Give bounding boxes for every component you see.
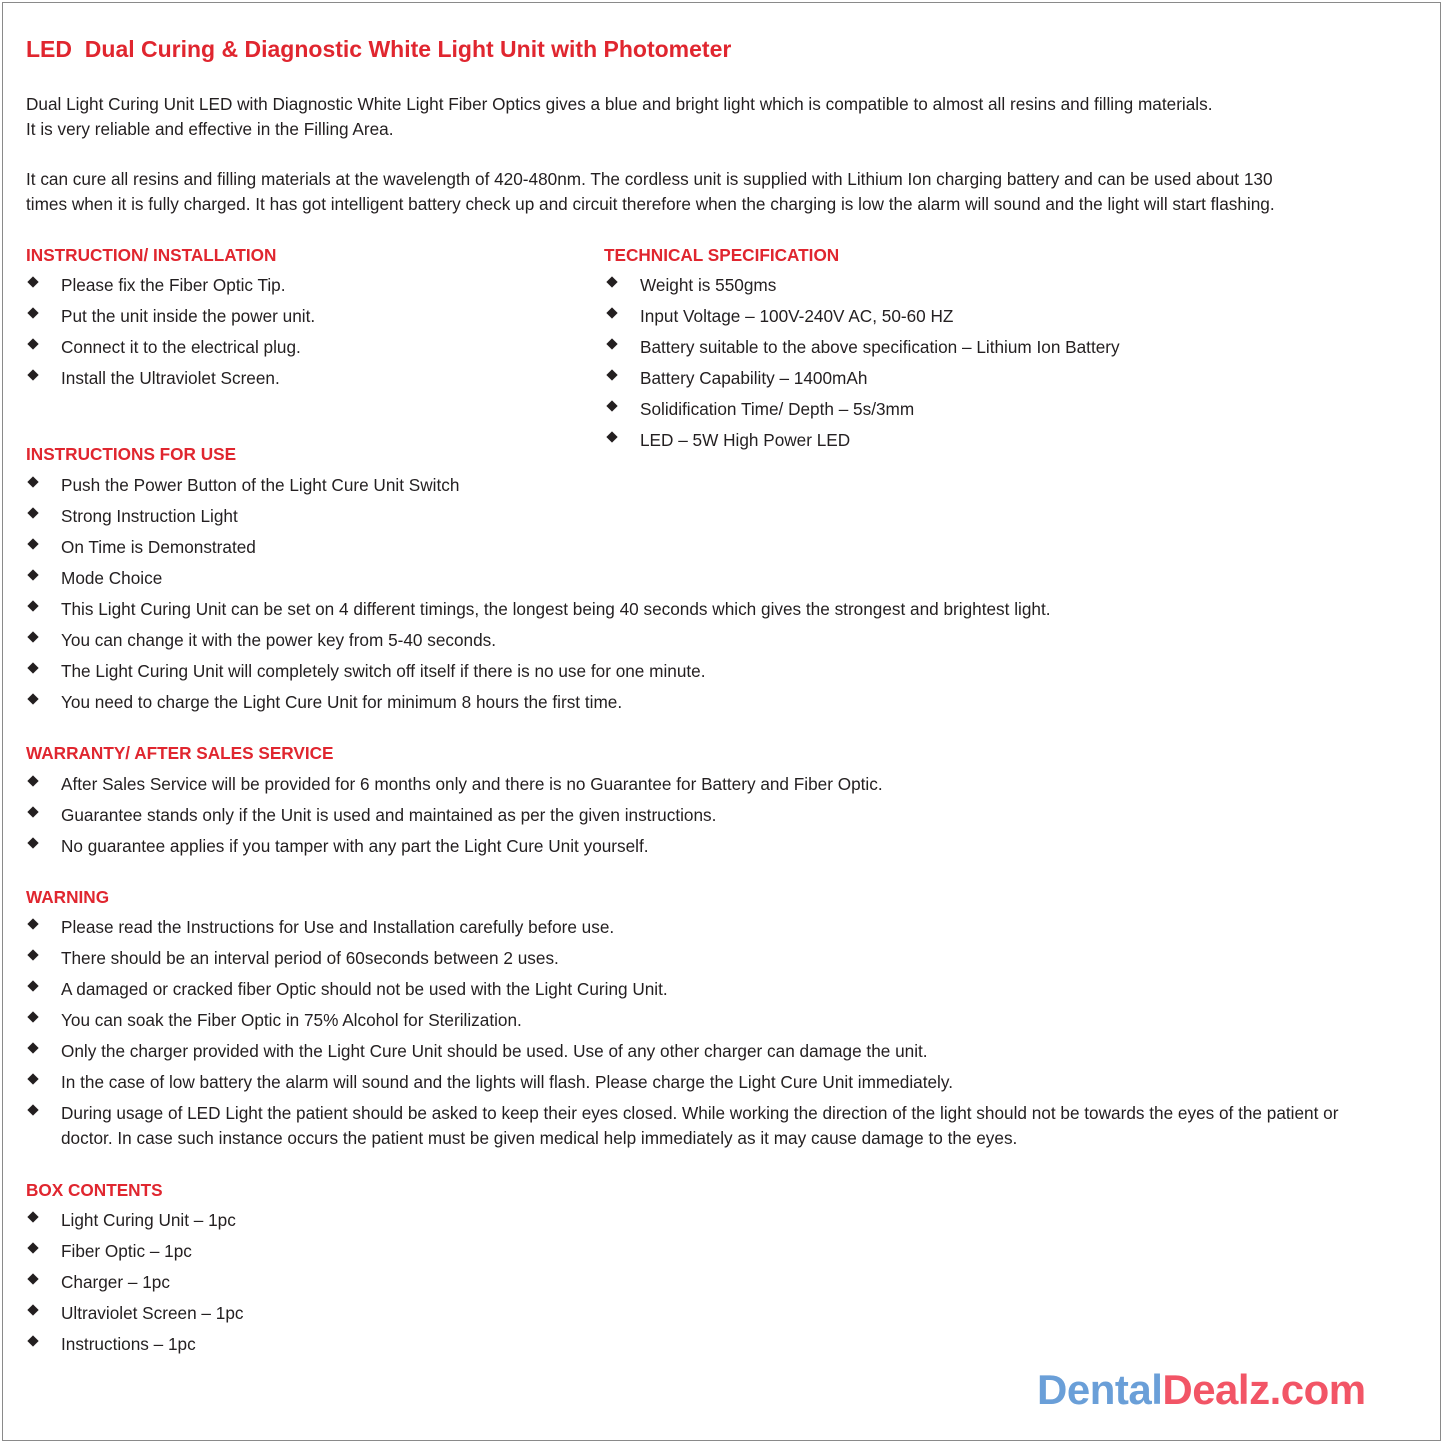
diamond-bullet-icon (27, 538, 38, 549)
diamond-bullet-icon (27, 1273, 38, 1284)
list-item: Battery Capability – 1400mAh (605, 366, 1120, 391)
brand-logo (1037, 1366, 1366, 1414)
diamond-bullet-icon (27, 600, 38, 611)
logo-dealz-text: Dealz.com (1162, 1366, 1366, 1413)
diamond-bullet-icon (27, 569, 38, 580)
list-item: Put the unit inside the power unit. (26, 304, 315, 329)
logo-dental-text: Dental (1037, 1366, 1163, 1413)
list-item: Battery suitable to the above specification – Lithium Ion Battery (605, 335, 1120, 360)
description-paragraph (26, 167, 1275, 217)
list-item: No guarantee applies if you tamper with any part the Light Cure Unit yourself. (26, 834, 883, 859)
list-item: You can change it with the power key from 5-40 seconds. (26, 628, 1051, 653)
diamond-bullet-icon (606, 431, 617, 442)
list-item: You need to charge the Light Cure Unit for minimum 8 hours the first time. (26, 690, 1051, 715)
diamond-bullet-icon (27, 806, 38, 817)
list-item: Light Curing Unit – 1pc (26, 1208, 243, 1233)
description-line: times when it is fully charged. It has got intelligent battery check up and circuit therefore when the charging is low the alarm will sound and the light will start flashing. (26, 194, 1275, 214)
diamond-bullet-icon (27, 918, 38, 929)
list-item: Input Voltage – 100V-240V AC, 50-60 HZ (605, 304, 1120, 329)
list-item: Only the charger provided with the Light Cure Unit should be used. Use of any other charger can damage the unit. (26, 1039, 1391, 1064)
diamond-bullet-icon (606, 276, 617, 287)
list-item: On Time is Demonstrated (26, 535, 1051, 560)
warning-heading: WARNING (26, 887, 110, 907)
page-title: LED Dual Curing & Diagnostic White Light Unit with Photometer (26, 36, 732, 62)
list-item: Connect it to the electrical plug. (26, 335, 315, 360)
diamond-bullet-icon (27, 307, 38, 318)
diamond-bullet-icon (27, 631, 38, 642)
list-item: Solidification Time/ Depth – 5s/3mm (605, 397, 1120, 422)
diamond-bullet-icon (27, 837, 38, 848)
list-item: Instructions – 1pc (26, 1332, 243, 1357)
list-item: Mode Choice (26, 566, 1051, 591)
list-item: LED – 5W High Power LED (605, 428, 1120, 453)
diamond-bullet-icon (27, 775, 38, 786)
installation-heading: INSTRUCTION/ INSTALLATION (26, 245, 277, 265)
list-item: In the case of low battery the alarm will sound and the lights will flash. Please charge the Light Cure Unit immediately. (26, 1070, 1391, 1095)
intro-line: Dual Light Curing Unit LED with Diagnostic White Light Fiber Optics gives a blue and bright light which is compatible to almost all resins and filling materials. (26, 94, 1213, 114)
warranty-heading: WARRANTY/ AFTER SALES SERVICE (26, 743, 334, 763)
list-item: The Light Curing Unit will completely switch off itself if there is no use for one minute. (26, 659, 1051, 684)
list-item: Weight is 550gms (605, 273, 1120, 298)
diamond-bullet-icon (27, 1304, 38, 1315)
technical-list (605, 273, 1120, 459)
diamond-bullet-icon (27, 276, 38, 287)
list-item: Charger – 1pc (26, 1270, 243, 1295)
usage-list (26, 473, 1051, 721)
box-heading: BOX CONTENTS (26, 1180, 163, 1200)
list-item: Please fix the Fiber Optic Tip. (26, 273, 315, 298)
list-item: There should be an interval period of 60seconds between 2 uses. (26, 946, 1391, 971)
warning-list (26, 915, 1391, 1157)
description-line: It can cure all resins and filling materials at the wavelength of 420-480nm. The cordless unit is supplied with Lithium Ion charging battery and can be used about 130 (26, 169, 1273, 189)
diamond-bullet-icon (27, 476, 38, 487)
list-item: Ultraviolet Screen – 1pc (26, 1301, 243, 1326)
diamond-bullet-icon (27, 1335, 38, 1346)
list-item: This Light Curing Unit can be set on 4 different timings, the longest being 40 seconds which gives the strongest and brightest light. (26, 597, 1051, 622)
installation-list (26, 273, 315, 397)
diamond-bullet-icon (27, 507, 38, 518)
list-item: Fiber Optic – 1pc (26, 1239, 243, 1264)
list-item: Please read the Instructions for Use and Installation carefully before use. (26, 915, 1391, 940)
diamond-bullet-icon (606, 307, 617, 318)
diamond-bullet-icon (27, 1211, 38, 1222)
diamond-bullet-icon (606, 338, 617, 349)
diamond-bullet-icon (27, 693, 38, 704)
diamond-bullet-icon (606, 369, 617, 380)
intro-line: It is very reliable and effective in the Filling Area. (26, 119, 394, 139)
diamond-bullet-icon (27, 1073, 38, 1084)
list-item: Guarantee stands only if the Unit is used and maintained as per the given instructions. (26, 803, 883, 828)
technical-heading: TECHNICAL SPECIFICATION (604, 245, 840, 265)
list-item: You can soak the Fiber Optic in 75% Alcohol for Sterilization. (26, 1008, 1391, 1033)
diamond-bullet-icon (27, 338, 38, 349)
box-list (26, 1208, 243, 1363)
usage-heading: INSTRUCTIONS FOR USE (26, 444, 237, 464)
list-item: A damaged or cracked fiber Optic should not be used with the Light Curing Unit. (26, 977, 1391, 1002)
list-item: Strong Instruction Light (26, 504, 1051, 529)
intro-paragraph (26, 92, 1212, 142)
diamond-bullet-icon (27, 949, 38, 960)
diamond-bullet-icon (27, 1011, 38, 1022)
list-item: Install the Ultraviolet Screen. (26, 366, 315, 391)
diamond-bullet-icon (27, 1242, 38, 1253)
diamond-bullet-icon (27, 980, 38, 991)
diamond-bullet-icon (27, 369, 38, 380)
list-item: After Sales Service will be provided for 6 months only and there is no Guarantee for Battery and Fiber Optic. (26, 772, 883, 797)
list-item: During usage of LED Light the patient should be asked to keep their eyes closed. While working the direction of the light should not be towards the eyes of the patient or doctor. In case such instance occurs the patient must be given medical help immediately as it may cause damage to the eyes. (26, 1101, 1391, 1151)
diamond-bullet-icon (606, 400, 617, 411)
diamond-bullet-icon (27, 662, 38, 673)
list-item: Push the Power Button of the Light Cure Unit Switch (26, 473, 1051, 498)
diamond-bullet-icon (27, 1042, 38, 1053)
diamond-bullet-icon (27, 1104, 38, 1115)
warranty-list (26, 772, 883, 865)
